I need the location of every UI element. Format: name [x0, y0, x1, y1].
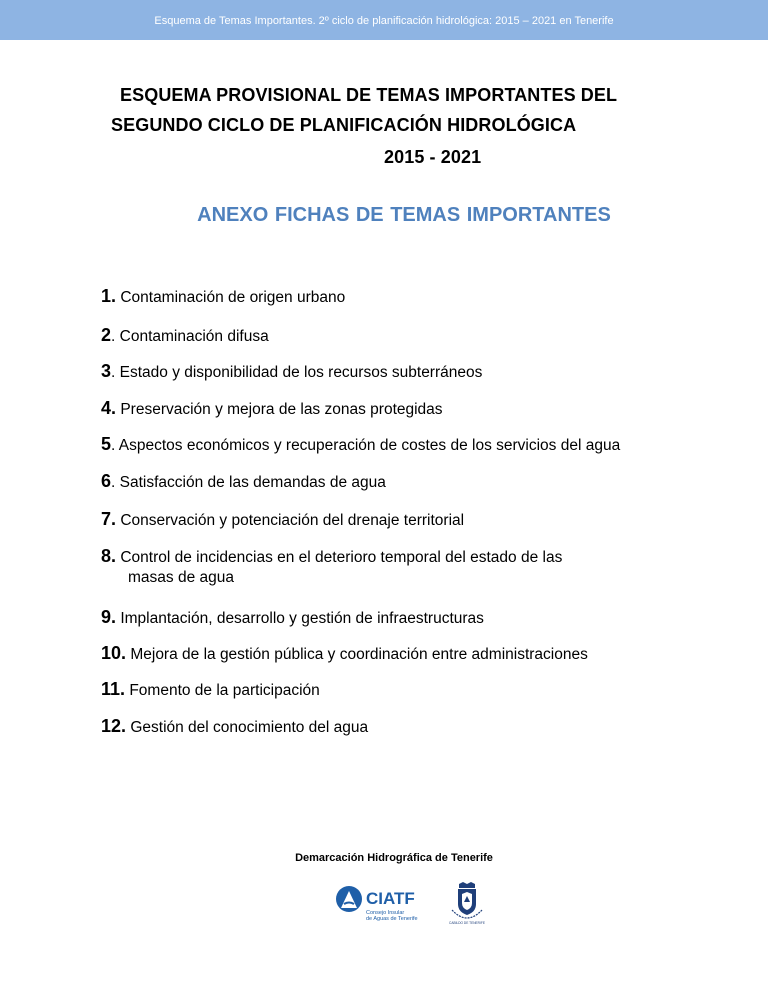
topic-item-12 — [101, 716, 368, 738]
topic-text: Gestión del conocimiento del agua — [126, 719, 369, 736]
title-line-2: SEGUNDO CICLO DE PLANIFICACIÓN HIDROLÓGICA — [111, 115, 577, 135]
title-years: 2015 - 2021 — [384, 147, 482, 167]
cabildo-logo-text: CABILDO DE TENERIFE — [449, 921, 485, 925]
topic-text: Fomento de la participación — [125, 682, 320, 699]
topic-text: . Contaminación difusa — [111, 328, 269, 345]
topic-number: 10. — [101, 643, 127, 663]
topic-item-6 — [101, 471, 386, 493]
topic-number: 3 — [101, 361, 112, 381]
topic-number: 12. — [101, 716, 127, 736]
topic-text: Control de incidencias en el deterioro temporal del estado de las — [116, 549, 563, 566]
footer-label: Demarcación Hidrográfica de Tenerife — [295, 852, 493, 864]
topic-text: . Aspectos económicos y recuperación de costes de los servicios del agua — [111, 437, 621, 454]
topic-item-7 — [101, 509, 464, 531]
cabildo-tenerife-logo — [447, 880, 487, 926]
annex-title: ANEXO FICHAS DE TEMAS IMPORTANTES — [197, 204, 611, 226]
topic-text: Conservación y potenciación del drenaje territorial — [116, 512, 465, 529]
topic-item-5 — [101, 434, 620, 456]
topic-number: 8. — [101, 546, 117, 566]
topic-number: 11. — [101, 679, 126, 699]
topic-text: . Estado y disponibilidad de los recursos subterráneos — [111, 364, 483, 381]
topic-item-8 — [101, 546, 562, 568]
topic-number: 4. — [101, 398, 117, 418]
topic-number: 5 — [101, 434, 112, 454]
topic-item-8-continuation: masas de agua — [128, 569, 234, 586]
topic-item-1 — [101, 286, 345, 308]
topic-text: . Satisfacción de las demandas de agua — [111, 474, 386, 491]
topic-number: 1. — [101, 286, 117, 306]
topic-text: Contaminación de origen urbano — [116, 289, 346, 306]
topic-item-2 — [101, 325, 269, 347]
title-line-1: ESQUEMA PROVISIONAL DE TEMAS IMPORTANTES DEL — [120, 85, 618, 105]
topic-item-9 — [101, 607, 484, 629]
topic-number: 7. — [101, 509, 117, 529]
topic-text: Mejora de la gestión pública y coordinación entre administraciones — [126, 646, 588, 663]
topic-number: 2 — [101, 325, 112, 345]
topic-item-4 — [101, 398, 443, 420]
ciatf-logo — [335, 882, 435, 924]
topic-item-10 — [101, 643, 588, 665]
running-header: Esquema de Temas Importantes. 2º ciclo de planificación hidrológica: 2015 – 2021 en Tenerife — [154, 15, 614, 27]
topic-text: Preservación y mejora de las zonas protegidas — [116, 401, 443, 418]
topic-text: Implantación, desarrollo y gestión de infraestructuras — [116, 610, 484, 627]
topic-number: 6 — [101, 471, 112, 491]
crown-icon — [459, 882, 475, 888]
ciatf-logo-subtitle-2: de Aguas de Tenerife — [366, 916, 418, 922]
topic-item-3 — [101, 361, 482, 383]
ciatf-logo-subtitle-1: Consejo Insular — [366, 910, 405, 916]
topic-number: 9. — [101, 607, 117, 627]
ciatf-logo-name: CIATF — [366, 889, 415, 908]
topic-item-11 — [101, 679, 320, 701]
